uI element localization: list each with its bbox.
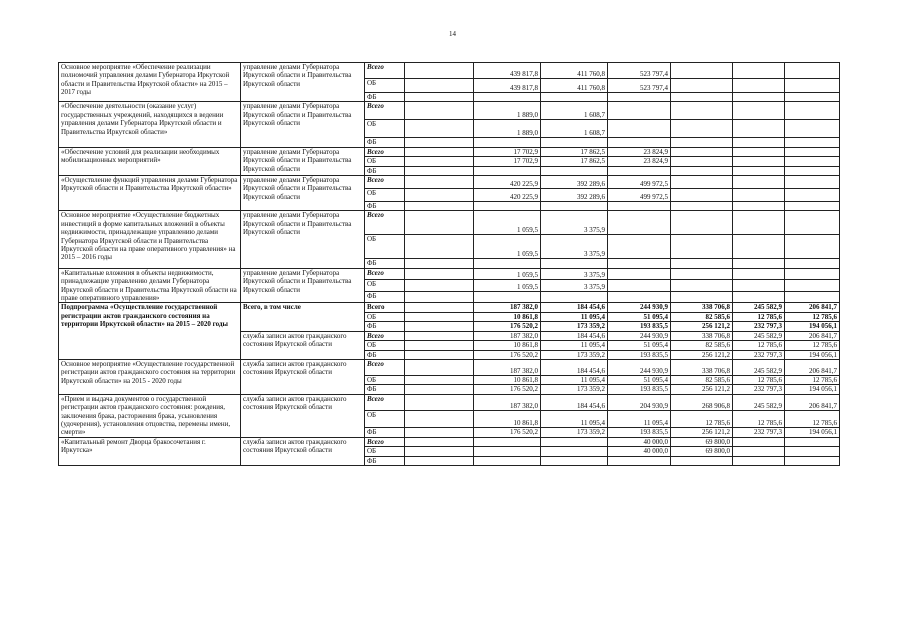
amount-cell: 499 972,5 bbox=[608, 189, 671, 202]
amount-cell: 187 382,0 bbox=[474, 331, 541, 340]
amount-cell: 193 835,5 bbox=[608, 322, 671, 331]
funding-source: ОБ bbox=[365, 157, 405, 166]
amount-cell bbox=[671, 189, 733, 202]
amount-cell bbox=[733, 437, 785, 446]
amount-cell bbox=[671, 202, 733, 211]
amount-cell bbox=[733, 189, 785, 202]
table-row bbox=[59, 437, 840, 446]
table-row bbox=[59, 102, 840, 120]
amount-cell: 17 862,5 bbox=[541, 157, 608, 166]
amount-cell: 245 582,9 bbox=[733, 331, 785, 340]
funding-source: ОБ bbox=[365, 375, 405, 384]
amount-cell bbox=[785, 202, 840, 211]
funding-source: Всего bbox=[365, 268, 405, 280]
amount-cell bbox=[785, 157, 840, 166]
amount-cell: 245 582,9 bbox=[733, 359, 785, 375]
amount-cell bbox=[733, 456, 785, 465]
amount-cell: 268 906,8 bbox=[671, 394, 733, 411]
amount-cell: 1 889,0 bbox=[474, 120, 541, 138]
amount-cell bbox=[405, 350, 474, 359]
amount-cell bbox=[608, 166, 671, 175]
amount-cell: 173 359,2 bbox=[541, 322, 608, 331]
amount-cell bbox=[733, 79, 785, 93]
amount-cell: 206 841,7 bbox=[785, 359, 840, 375]
amount-cell: 245 582,9 bbox=[733, 303, 785, 312]
amount-cell: 51 095,4 bbox=[608, 341, 671, 350]
amount-cell bbox=[733, 157, 785, 166]
amount-cell: 17 702,9 bbox=[474, 147, 541, 156]
amount-cell bbox=[733, 202, 785, 211]
amount-cell bbox=[671, 147, 733, 156]
amount-cell bbox=[785, 93, 840, 102]
amount-cell: 82 585,6 bbox=[671, 375, 733, 384]
amount-cell bbox=[405, 63, 474, 79]
amount-cell: 392 289,6 bbox=[541, 176, 608, 189]
amount-cell: 3 375,9 bbox=[541, 211, 608, 235]
funding-source: Всего bbox=[365, 102, 405, 120]
funding-source: Всего bbox=[365, 147, 405, 156]
executor: служба записи актов гражданского состояния Иркутской области bbox=[241, 331, 365, 359]
amount-cell bbox=[785, 437, 840, 446]
amount-cell: 232 797,3 bbox=[733, 385, 785, 394]
amount-cell: 256 121,2 bbox=[671, 322, 733, 331]
amount-cell bbox=[405, 259, 474, 268]
funding-source: Всего bbox=[365, 394, 405, 411]
amount-cell bbox=[608, 138, 671, 147]
amount-cell bbox=[785, 166, 840, 175]
amount-cell bbox=[785, 102, 840, 120]
amount-cell: 338 706,8 bbox=[671, 303, 733, 312]
amount-cell: 40 000,0 bbox=[608, 447, 671, 456]
funding-source: ОБ bbox=[365, 411, 405, 428]
amount-cell bbox=[733, 291, 785, 303]
amount-cell bbox=[733, 235, 785, 259]
amount-cell bbox=[785, 63, 840, 79]
amount-cell bbox=[608, 259, 671, 268]
amount-cell: 439 817,8 bbox=[474, 63, 541, 79]
amount-cell: 12 785,6 bbox=[733, 411, 785, 428]
amount-cell bbox=[474, 138, 541, 147]
amount-cell: 11 095,4 bbox=[608, 411, 671, 428]
amount-cell bbox=[541, 138, 608, 147]
amount-cell bbox=[671, 176, 733, 189]
amount-cell: 244 930,9 bbox=[608, 303, 671, 312]
amount-cell bbox=[733, 166, 785, 175]
amount-cell: 82 585,6 bbox=[671, 341, 733, 350]
amount-cell: 11 095,4 bbox=[541, 411, 608, 428]
amount-cell bbox=[785, 456, 840, 465]
funding-source: Всего bbox=[365, 303, 405, 312]
amount-cell: 194 056,1 bbox=[785, 427, 840, 437]
amount-cell bbox=[405, 385, 474, 394]
amount-cell: 184 454,6 bbox=[541, 303, 608, 312]
amount-cell: 187 382,0 bbox=[474, 303, 541, 312]
measure-name: Основное мероприятие «Обеспечение реализации полномочий управления делами Губернатора Иркутской области и Правительства Иркутской области» на 2015 – 2017 годы bbox=[59, 63, 241, 102]
amount-cell: 176 520,2 bbox=[474, 322, 541, 331]
amount-cell: 23 824,9 bbox=[608, 157, 671, 166]
amount-cell: 12 785,6 bbox=[785, 411, 840, 428]
amount-cell bbox=[405, 331, 474, 340]
amount-cell: 1 059,5 bbox=[474, 280, 541, 292]
amount-cell bbox=[405, 359, 474, 375]
amount-cell: 1 608,7 bbox=[541, 120, 608, 138]
amount-cell bbox=[671, 268, 733, 280]
measure-name: «Осуществление функций управления делами Губернатора Иркутской области и Правительства Иркутской области» bbox=[59, 176, 241, 211]
amount-cell bbox=[608, 456, 671, 465]
funding-source: ФБ bbox=[365, 385, 405, 394]
table-row bbox=[59, 303, 840, 312]
amount-cell bbox=[733, 211, 785, 235]
amount-cell bbox=[733, 447, 785, 456]
amount-cell bbox=[671, 93, 733, 102]
amount-cell: 69 800,0 bbox=[671, 447, 733, 456]
amount-cell: 187 382,0 bbox=[474, 394, 541, 411]
amount-cell: 338 706,8 bbox=[671, 331, 733, 340]
amount-cell bbox=[733, 120, 785, 138]
amount-cell bbox=[405, 166, 474, 175]
amount-cell bbox=[541, 166, 608, 175]
amount-cell bbox=[405, 268, 474, 280]
amount-cell: 392 289,6 bbox=[541, 189, 608, 202]
amount-cell: 40 000,0 bbox=[608, 437, 671, 446]
amount-cell bbox=[405, 322, 474, 331]
funding-source: Всего bbox=[365, 176, 405, 189]
amount-cell bbox=[608, 202, 671, 211]
amount-cell bbox=[405, 291, 474, 303]
funding-source: Всего bbox=[365, 437, 405, 446]
amount-cell bbox=[405, 211, 474, 235]
amount-cell: 176 520,2 bbox=[474, 350, 541, 359]
amount-cell: 206 841,7 bbox=[785, 331, 840, 340]
amount-cell: 10 861,8 bbox=[474, 375, 541, 384]
executor: служба записи актов гражданского состояния Иркутской области bbox=[241, 394, 365, 437]
measure-name: Основное мероприятие «Осуществление бюджетных инвестиций в форме капитальных вложений в объекты недвижимости, принадлежащие управлению делами Губернатора Иркутской области и Правительства Иркутской области на праве оперативного управления» на 2015 – 2016 годы bbox=[59, 211, 241, 268]
amount-cell: 11 095,4 bbox=[541, 312, 608, 321]
amount-cell: 51 095,4 bbox=[608, 312, 671, 321]
measure-name: «Обеспечение деятельности (оказание услуг) государственных учреждений, находящихся в ведении управления делами Губернатора Иркутской области и Правительства Иркутской области» bbox=[59, 102, 241, 147]
amount-cell bbox=[785, 447, 840, 456]
amount-cell: 11 095,4 bbox=[541, 375, 608, 384]
amount-cell: 411 760,8 bbox=[541, 63, 608, 79]
amount-cell bbox=[541, 456, 608, 465]
table-row bbox=[59, 63, 840, 79]
amount-cell: 17 702,9 bbox=[474, 157, 541, 166]
executor: служба записи актов гражданского состояния Иркутской области bbox=[241, 437, 365, 465]
measure-name: Подпрограмма «Осуществление государственной регистрации актов гражданского состояния на территории Иркутской области» на 2015 – 2020 годы bbox=[59, 303, 241, 359]
amount-cell bbox=[785, 138, 840, 147]
amount-cell bbox=[405, 375, 474, 384]
funding-source: ОБ bbox=[365, 79, 405, 93]
funding-source: ФБ bbox=[365, 259, 405, 268]
amount-cell: 1 889,0 bbox=[474, 102, 541, 120]
amount-cell bbox=[405, 79, 474, 93]
amount-cell bbox=[405, 102, 474, 120]
amount-cell bbox=[405, 303, 474, 312]
amount-cell bbox=[541, 259, 608, 268]
amount-cell: 12 785,6 bbox=[671, 411, 733, 428]
amount-cell: 256 121,2 bbox=[671, 385, 733, 394]
amount-cell bbox=[785, 268, 840, 280]
amount-cell bbox=[733, 268, 785, 280]
amount-cell: 193 835,5 bbox=[608, 350, 671, 359]
amount-cell: 184 454,6 bbox=[541, 394, 608, 411]
measure-name: «Прием и выдача документов о государственной регистрации актов гражданского состояния: рождения, заключения брака, расторжения брака, усыновления (удочерения), установления отцовства, перемены имени, смерти» bbox=[59, 394, 241, 437]
amount-cell bbox=[474, 93, 541, 102]
amount-cell bbox=[671, 259, 733, 268]
amount-cell bbox=[671, 211, 733, 235]
amount-cell bbox=[405, 341, 474, 350]
amount-cell: 245 582,9 bbox=[733, 394, 785, 411]
amount-cell: 232 797,3 bbox=[733, 322, 785, 331]
amount-cell: 82 585,6 bbox=[671, 312, 733, 321]
table-row bbox=[59, 268, 840, 280]
amount-cell: 176 520,2 bbox=[474, 385, 541, 394]
funding-source: ФБ bbox=[365, 322, 405, 331]
amount-cell bbox=[405, 120, 474, 138]
amount-cell: 523 797,4 bbox=[608, 79, 671, 93]
funding-source: ОБ bbox=[365, 189, 405, 202]
amount-cell bbox=[785, 79, 840, 93]
amount-cell bbox=[405, 138, 474, 147]
amount-cell: 3 375,9 bbox=[541, 235, 608, 259]
amount-cell bbox=[785, 120, 840, 138]
funding-source: ОБ bbox=[365, 447, 405, 456]
amount-cell: 173 359,2 bbox=[541, 350, 608, 359]
amount-cell: 173 359,2 bbox=[541, 427, 608, 437]
amount-cell bbox=[671, 63, 733, 79]
amount-cell: 12 785,6 bbox=[785, 312, 840, 321]
amount-cell bbox=[733, 93, 785, 102]
amount-cell bbox=[733, 63, 785, 79]
amount-cell: 256 121,2 bbox=[671, 427, 733, 437]
amount-cell bbox=[733, 176, 785, 189]
amount-cell bbox=[671, 456, 733, 465]
amount-cell bbox=[474, 202, 541, 211]
amount-cell: 12 785,6 bbox=[733, 341, 785, 350]
amount-cell bbox=[405, 312, 474, 321]
amount-cell bbox=[671, 157, 733, 166]
amount-cell bbox=[671, 79, 733, 93]
table-row bbox=[59, 211, 840, 235]
amount-cell: 338 706,8 bbox=[671, 359, 733, 375]
funding-source: ОБ bbox=[365, 120, 405, 138]
amount-cell: 184 454,6 bbox=[541, 359, 608, 375]
executor: управление делами Губернатора Иркутской области и Правительства Иркутской области bbox=[241, 102, 365, 147]
amount-cell bbox=[608, 235, 671, 259]
amount-cell bbox=[671, 138, 733, 147]
amount-cell bbox=[608, 211, 671, 235]
amount-cell bbox=[541, 291, 608, 303]
funding-source: ФБ bbox=[365, 138, 405, 147]
amount-cell: 194 056,1 bbox=[785, 385, 840, 394]
amount-cell: 244 930,9 bbox=[608, 359, 671, 375]
table-row bbox=[59, 176, 840, 189]
funding-source: ОБ bbox=[365, 341, 405, 350]
amount-cell bbox=[405, 189, 474, 202]
executor: управление делами Губернатора Иркутской области и Правительства Иркутской области bbox=[241, 63, 365, 102]
amount-cell: 499 972,5 bbox=[608, 176, 671, 189]
amount-cell: 184 454,6 bbox=[541, 331, 608, 340]
amount-cell bbox=[608, 120, 671, 138]
amount-cell bbox=[785, 259, 840, 268]
amount-cell bbox=[608, 291, 671, 303]
amount-cell: 17 862,5 bbox=[541, 147, 608, 156]
amount-cell bbox=[671, 291, 733, 303]
amount-cell: 206 841,7 bbox=[785, 394, 840, 411]
amount-cell bbox=[405, 280, 474, 292]
amount-cell bbox=[733, 102, 785, 120]
funding-source: ОБ bbox=[365, 280, 405, 292]
executor: управление делами Губернатора Иркутской области и Правительства Иркутской области bbox=[241, 211, 365, 268]
table-row bbox=[59, 359, 840, 375]
amount-cell bbox=[405, 147, 474, 156]
page-number: 14 bbox=[449, 30, 456, 38]
funding-source: ОБ bbox=[365, 235, 405, 259]
amount-cell: 1 608,7 bbox=[541, 102, 608, 120]
funding-source: Всего bbox=[365, 211, 405, 235]
amount-cell: 411 760,8 bbox=[541, 79, 608, 93]
amount-cell: 173 359,2 bbox=[541, 385, 608, 394]
amount-cell: 23 824,9 bbox=[608, 147, 671, 156]
amount-cell: 194 056,1 bbox=[785, 322, 840, 331]
amount-cell: 51 095,4 bbox=[608, 375, 671, 384]
amount-cell bbox=[474, 456, 541, 465]
amount-cell: 3 375,9 bbox=[541, 280, 608, 292]
measure-name: «Капитальные вложения в объекты недвижимости, принадлежащие управлению делами Губернатора Иркутской области и Правительства Иркутской области на праве оперативного управления» bbox=[59, 268, 241, 303]
amount-cell: 10 861,8 bbox=[474, 411, 541, 428]
amount-cell: 244 930,9 bbox=[608, 331, 671, 340]
amount-cell bbox=[608, 93, 671, 102]
executor: Всего, в том числе bbox=[241, 303, 365, 331]
amount-cell bbox=[671, 166, 733, 175]
amount-cell: 204 930,9 bbox=[608, 394, 671, 411]
table-row bbox=[59, 394, 840, 411]
amount-cell: 420 225,9 bbox=[474, 189, 541, 202]
amount-cell bbox=[405, 456, 474, 465]
amount-cell bbox=[405, 447, 474, 456]
funding-source: ОБ bbox=[365, 312, 405, 321]
table-row bbox=[59, 147, 840, 156]
amount-cell bbox=[474, 437, 541, 446]
amount-cell bbox=[541, 202, 608, 211]
funding-source: ФБ bbox=[365, 456, 405, 465]
funding-source: ФБ bbox=[365, 93, 405, 102]
funding-source: Всего bbox=[365, 63, 405, 79]
amount-cell: 10 861,8 bbox=[474, 312, 541, 321]
amount-cell bbox=[405, 437, 474, 446]
amount-cell bbox=[671, 120, 733, 138]
amount-cell bbox=[405, 93, 474, 102]
amount-cell bbox=[541, 447, 608, 456]
amount-cell bbox=[608, 102, 671, 120]
executor: управление делами Губернатора Иркутской области и Правительства Иркутской области bbox=[241, 147, 365, 175]
amount-cell: 1 059,5 bbox=[474, 268, 541, 280]
amount-cell: 11 095,4 bbox=[541, 341, 608, 350]
amount-cell: 194 056,1 bbox=[785, 350, 840, 359]
amount-cell: 439 817,8 bbox=[474, 79, 541, 93]
amount-cell bbox=[541, 437, 608, 446]
amount-cell: 1 059,5 bbox=[474, 235, 541, 259]
amount-cell: 10 861,8 bbox=[474, 341, 541, 350]
funding-source: ФБ bbox=[365, 291, 405, 303]
amount-cell: 3 375,9 bbox=[541, 268, 608, 280]
amount-cell: 12 785,6 bbox=[733, 312, 785, 321]
amount-cell bbox=[405, 176, 474, 189]
amount-cell bbox=[785, 235, 840, 259]
amount-cell bbox=[474, 259, 541, 268]
amount-cell bbox=[733, 259, 785, 268]
amount-cell: 193 835,5 bbox=[608, 385, 671, 394]
amount-cell bbox=[608, 280, 671, 292]
amount-cell bbox=[733, 280, 785, 292]
amount-cell bbox=[405, 411, 474, 428]
amount-cell: 1 059,5 bbox=[474, 211, 541, 235]
funding-source: ФБ bbox=[365, 350, 405, 359]
amount-cell bbox=[671, 280, 733, 292]
amount-cell: 256 121,2 bbox=[671, 350, 733, 359]
amount-cell: 69 800,0 bbox=[671, 437, 733, 446]
executor: управление делами Губернатора Иркутской области и Правительства Иркутской области bbox=[241, 268, 365, 303]
measure-name: «Капитальный ремонт Дворца бракосочетания г. Иркутска» bbox=[59, 437, 241, 465]
amount-cell bbox=[405, 202, 474, 211]
amount-cell bbox=[785, 291, 840, 303]
funding-source: Всего bbox=[365, 359, 405, 375]
amount-cell bbox=[733, 138, 785, 147]
measure-name: «Обеспечение условий для реализации необходимых мобилизационных мероприятий» bbox=[59, 147, 241, 175]
amount-cell: 523 797,4 bbox=[608, 63, 671, 79]
amount-cell: 193 835,5 bbox=[608, 427, 671, 437]
amount-cell bbox=[474, 291, 541, 303]
amount-cell bbox=[785, 189, 840, 202]
funding-source: ФБ bbox=[365, 427, 405, 437]
amount-cell bbox=[785, 176, 840, 189]
amount-cell bbox=[608, 268, 671, 280]
amount-cell bbox=[405, 427, 474, 437]
amount-cell: 12 785,6 bbox=[733, 375, 785, 384]
amount-cell bbox=[785, 147, 840, 156]
amount-cell bbox=[541, 93, 608, 102]
measure-name: Основное мероприятие «Осуществление государственной регистрации актов гражданского состояния на территории Иркутской области» на 2015 - 2020 годы bbox=[59, 359, 241, 394]
amount-cell: 176 520,2 bbox=[474, 427, 541, 437]
amount-cell bbox=[474, 166, 541, 175]
funding-source: Всего bbox=[365, 331, 405, 340]
amount-cell bbox=[671, 235, 733, 259]
amount-cell bbox=[671, 102, 733, 120]
funding-source: ФБ bbox=[365, 202, 405, 211]
executor: служба записи актов гражданского состояния Иркутской области bbox=[241, 359, 365, 394]
budget-table bbox=[58, 62, 840, 466]
amount-cell: 187 382,0 bbox=[474, 359, 541, 375]
amount-cell: 420 225,9 bbox=[474, 176, 541, 189]
table-body bbox=[59, 63, 840, 466]
executor: управление делами Губернатора Иркутской области и Правительства Иркутской области bbox=[241, 176, 365, 211]
amount-cell: 232 797,3 bbox=[733, 350, 785, 359]
amount-cell bbox=[405, 157, 474, 166]
amount-cell: 206 841,7 bbox=[785, 303, 840, 312]
amount-cell bbox=[405, 235, 474, 259]
funding-source: ФБ bbox=[365, 166, 405, 175]
amount-cell bbox=[785, 280, 840, 292]
amount-cell: 232 797,3 bbox=[733, 427, 785, 437]
amount-cell: 12 785,6 bbox=[785, 375, 840, 384]
amount-cell bbox=[785, 211, 840, 235]
amount-cell bbox=[733, 147, 785, 156]
amount-cell: 12 785,6 bbox=[785, 341, 840, 350]
amount-cell bbox=[405, 394, 474, 411]
amount-cell bbox=[474, 447, 541, 456]
